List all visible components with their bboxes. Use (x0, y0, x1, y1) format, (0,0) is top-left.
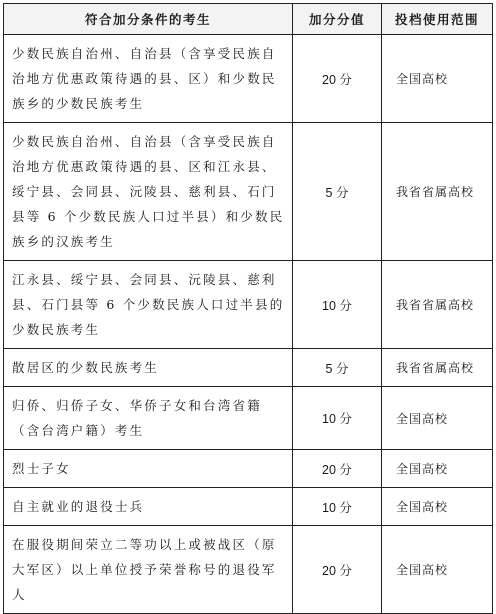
scope-cell: 我省省属高校 (382, 261, 493, 349)
table-row (4, 349, 493, 387)
condition-cell: 江永县、绥宁县、会同县、沅陵县、慈利县、石门县等 6 个少数民族人口过半县的少数民族考生 (4, 261, 293, 349)
table-row (4, 526, 493, 614)
condition-cell: 烈士子女 (4, 450, 293, 488)
scope-cell: 全国高校 (382, 35, 493, 123)
scope-cell: 全国高校 (382, 387, 493, 450)
points-cell: 5 分 (293, 349, 382, 387)
bonus-points-table (3, 3, 493, 614)
points-cell: 10 分 (293, 387, 382, 450)
scope-cell: 我省省属高校 (382, 349, 493, 387)
condition-cell: 散居区的少数民族考生 (4, 349, 293, 387)
points-cell: 20 分 (293, 35, 382, 123)
header-scope: 投档使用范围 (382, 4, 493, 35)
condition-cell: 自主就业的退役士兵 (4, 488, 293, 526)
scope-cell: 全国高校 (382, 526, 493, 614)
scope-cell: 全国高校 (382, 488, 493, 526)
scope-cell: 全国高校 (382, 450, 493, 488)
table-row (4, 261, 493, 349)
points-cell: 10 分 (293, 261, 382, 349)
header-points: 加分分值 (293, 4, 382, 35)
table-row (4, 123, 493, 261)
points-cell: 20 分 (293, 526, 382, 614)
table-row (4, 387, 493, 450)
condition-cell: 少数民族自治州、自治县（含享受民族自治地方优惠政策待遇的县、区）和少数民族乡的少数民族考生 (4, 35, 293, 123)
header-condition: 符合加分条件的考生 (4, 4, 293, 35)
table-row (4, 488, 493, 526)
condition-cell: 归侨、归侨子女、华侨子女和台湾省籍（含台湾户籍）考生 (4, 387, 293, 450)
condition-cell: 少数民族自治州、自治县（含享受民族自治地方优惠政策待遇的县、区和江永县、绥宁县、会同县、沅陵县、慈利县、石门县等 6 个少数民族人口过半县）和少数民族乡的汉族考生 (4, 123, 293, 261)
table-row (4, 35, 493, 123)
points-cell: 10 分 (293, 488, 382, 526)
scope-cell: 我省省属高校 (382, 123, 493, 261)
points-cell: 20 分 (293, 450, 382, 488)
condition-cell: 在服役期间荣立二等功以上或被战区（原大军区）以上单位授予荣誉称号的退役军人 (4, 526, 293, 614)
table-header-row (4, 4, 493, 35)
points-cell: 5 分 (293, 123, 382, 261)
table-row (4, 450, 493, 488)
